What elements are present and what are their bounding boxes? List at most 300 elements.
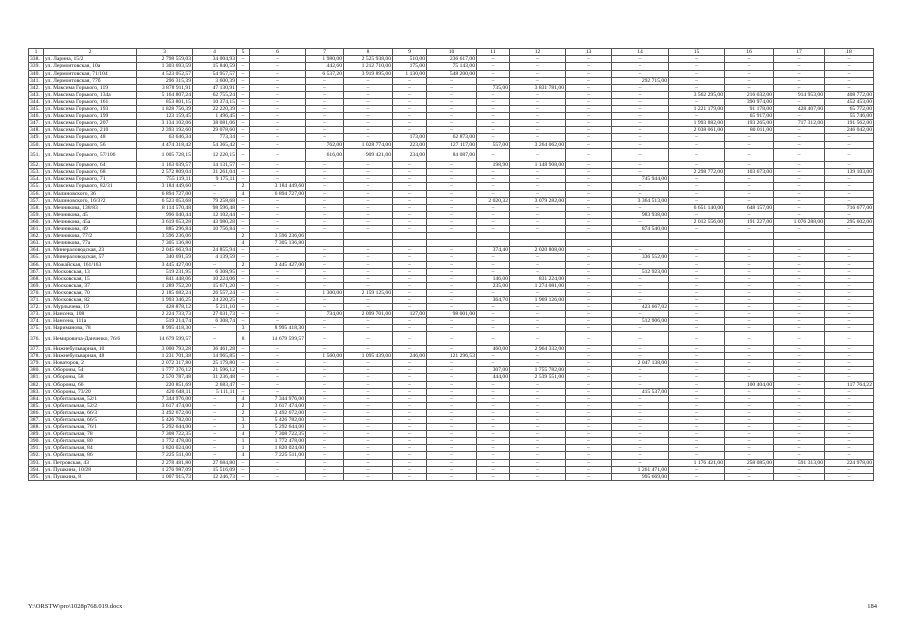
- value-cell: –: [193, 190, 237, 197]
- value-cell: 1 303 693,59: [137, 63, 193, 70]
- value-cell: –: [825, 332, 874, 346]
- value-cell: 885 296,84: [137, 226, 193, 233]
- value-cell: –: [774, 416, 825, 423]
- value-cell: 3 617 474,00: [250, 402, 306, 409]
- table-row: [29, 148, 874, 162]
- value-cell: –: [669, 134, 725, 141]
- value-cell: [612, 240, 669, 247]
- value-cell: –: [393, 77, 427, 84]
- row-number-cell: 392.: [29, 452, 44, 459]
- value-cell: 2 159 125,00: [344, 289, 393, 296]
- row-number-cell: 353.: [29, 169, 44, 176]
- row-number-cell: 344.: [29, 98, 44, 105]
- value-cell: –: [612, 63, 669, 70]
- value-cell: –: [510, 431, 566, 438]
- value-cell: –: [669, 211, 725, 218]
- value-cell: –: [725, 424, 774, 431]
- value-cell: –: [566, 211, 612, 218]
- value-cell: 3 134 102,06: [137, 120, 193, 127]
- value-cell: –: [510, 204, 566, 211]
- column-header-12: 12: [510, 49, 566, 56]
- value-cell: 428 407,00: [774, 106, 825, 113]
- value-cell: –: [477, 91, 510, 98]
- value-cell: –: [669, 197, 725, 204]
- value-cell: –: [427, 452, 477, 459]
- value-cell: –: [427, 106, 477, 113]
- column-header-14: 14: [612, 49, 669, 56]
- value-cell: –: [237, 318, 250, 325]
- value-cell: 7 225 511,00: [250, 452, 306, 459]
- value-cell: –: [825, 409, 874, 416]
- value-cell: –: [250, 353, 306, 360]
- value-cell: –: [427, 445, 477, 452]
- value-cell: –: [612, 374, 669, 381]
- value-cell: –: [427, 162, 477, 169]
- value-cell: –: [427, 190, 477, 197]
- value-cell: –: [344, 197, 393, 204]
- value-cell: –: [774, 63, 825, 70]
- value-cell: 2 020,32: [477, 197, 510, 204]
- value-cell: 9 175,11: [193, 176, 237, 183]
- value-cell: –: [344, 98, 393, 105]
- value-cell: –: [725, 56, 774, 63]
- value-cell: 43 980,28: [193, 218, 237, 225]
- address-cell: ул. Орбитальная, 86: [44, 452, 137, 459]
- value-cell: –: [825, 374, 874, 381]
- value-cell: –: [566, 98, 612, 105]
- value-cell: –: [510, 416, 566, 423]
- value-cell: 3 596 236,06: [137, 233, 193, 240]
- row-number-cell: 369.: [29, 282, 44, 289]
- value-cell: –: [344, 134, 393, 141]
- value-cell: –: [306, 120, 344, 127]
- value-cell: –: [669, 254, 725, 261]
- value-cell: –: [477, 56, 510, 63]
- value-cell: –: [393, 190, 427, 197]
- value-cell: –: [510, 148, 566, 162]
- table-row: [29, 275, 874, 282]
- value-cell: –: [306, 346, 344, 353]
- value-cell: –: [825, 211, 874, 218]
- value-cell: –: [825, 183, 874, 190]
- value-cell: –: [566, 466, 612, 473]
- value-cell: 717 312,00: [774, 120, 825, 127]
- value-cell: –: [510, 226, 566, 233]
- value-cell: –: [725, 346, 774, 353]
- value-cell: 295 602,00: [825, 218, 874, 225]
- value-cell: –: [566, 247, 612, 254]
- value-cell: –: [725, 254, 774, 261]
- address-cell: ул. Московская, 82: [44, 296, 137, 303]
- value-cell: 38 081,06: [193, 120, 237, 127]
- address-cell: ул. Максима Горького, 193: [44, 106, 137, 113]
- value-cell: 55 746,00: [825, 113, 874, 120]
- value-cell: –: [344, 226, 393, 233]
- value-cell: –: [427, 120, 477, 127]
- value-cell: 47 130,91: [193, 84, 237, 91]
- address-cell: ул. Нансена, 108: [44, 311, 137, 318]
- value-cell: –: [237, 311, 250, 318]
- value-cell: –: [393, 268, 427, 275]
- value-cell: –: [306, 190, 344, 197]
- value-cell: –: [250, 296, 306, 303]
- value-cell: 234,00: [393, 148, 427, 162]
- value-cell: 7 308 722,35: [137, 431, 193, 438]
- value-cell: –: [193, 438, 237, 445]
- row-number-cell: 375.: [29, 325, 44, 332]
- value-cell: –: [237, 127, 250, 134]
- value-cell: 24 220,25: [193, 296, 237, 303]
- value-cell: –: [669, 304, 725, 311]
- value-cell: –: [306, 204, 344, 211]
- table-row: [29, 56, 874, 63]
- value-cell: 15 671,20: [193, 282, 237, 289]
- value-cell: –: [427, 473, 477, 480]
- value-cell: 340 691,59: [137, 254, 193, 261]
- value-cell: [669, 240, 725, 247]
- value-cell: –: [774, 332, 825, 346]
- value-cell: –: [250, 127, 306, 134]
- value-cell: –: [344, 367, 393, 374]
- value-cell: 29 078,60: [193, 127, 237, 134]
- value-cell: 117 764,22: [825, 381, 874, 388]
- column-header-6: 6: [250, 49, 306, 56]
- value-cell: –: [566, 183, 612, 190]
- row-number-cell: 355.: [29, 183, 44, 190]
- value-cell: 3 619 653,28: [137, 218, 193, 225]
- value-cell: –: [393, 211, 427, 218]
- value-cell: –: [725, 332, 774, 346]
- value-cell: 223,00: [393, 141, 427, 148]
- page-number: 184: [867, 603, 877, 610]
- row-number-cell: 374.: [29, 318, 44, 325]
- value-cell: –: [393, 445, 427, 452]
- value-cell: –: [825, 148, 874, 162]
- value-cell: –: [825, 431, 874, 438]
- value-cell: –: [306, 91, 344, 98]
- value-cell: –: [669, 381, 725, 388]
- address-cell: ул. Минераловодская, 23: [44, 247, 137, 254]
- value-cell: –: [237, 353, 250, 360]
- table-row: [29, 289, 874, 296]
- value-cell: –: [344, 261, 393, 268]
- value-cell: –: [477, 176, 510, 183]
- value-cell: –: [612, 275, 669, 282]
- value-cell: 2 278 481,80: [137, 459, 193, 466]
- value-cell: –: [774, 346, 825, 353]
- table-row: [29, 197, 874, 204]
- column-header-4: 4: [193, 49, 237, 56]
- value-cell: –: [825, 275, 874, 282]
- value-cell: –: [427, 127, 477, 134]
- value-cell: 198,90: [477, 162, 510, 169]
- value-cell: –: [393, 226, 427, 233]
- address-cell: ул. Московская, 37: [44, 282, 137, 289]
- address-cell: ул. Лермонтовская, 10a: [44, 63, 137, 70]
- value-cell: –: [612, 431, 669, 438]
- value-cell: –: [237, 204, 250, 211]
- value-cell: –: [477, 190, 510, 197]
- table-row: [29, 409, 874, 416]
- value-cell: 336 552,00: [612, 254, 669, 261]
- value-cell: –: [825, 254, 874, 261]
- value-cell: –: [612, 438, 669, 445]
- value-cell: –: [510, 106, 566, 113]
- value-cell: –: [774, 325, 825, 332]
- value-cell: 3 184 449,60: [250, 183, 306, 190]
- value-cell: –: [250, 162, 306, 169]
- table-row: [29, 424, 874, 431]
- value-cell: –: [566, 438, 612, 445]
- value-cell: –: [393, 381, 427, 388]
- value-cell: 10 224,06: [193, 275, 237, 282]
- value-cell: –: [825, 84, 874, 91]
- value-cell: –: [825, 367, 874, 374]
- value-cell: –: [669, 353, 725, 360]
- value-cell: 745 944,00: [612, 176, 669, 183]
- row-number-cell: 385.: [29, 402, 44, 409]
- value-cell: 235,00: [477, 282, 510, 289]
- value-cell: –: [344, 127, 393, 134]
- value-cell: 3 445 427,00: [137, 261, 193, 268]
- value-cell: –: [825, 466, 874, 473]
- value-cell: 62 755,24: [193, 91, 237, 98]
- value-cell: –: [237, 176, 250, 183]
- row-number-cell: 379.: [29, 360, 44, 367]
- value-cell: –: [566, 127, 612, 134]
- value-cell: –: [250, 120, 306, 127]
- value-cell: –: [477, 134, 510, 141]
- value-cell: –: [393, 424, 427, 431]
- value-cell: –: [306, 459, 344, 466]
- value-cell: –: [250, 63, 306, 70]
- value-cell: 408 772,00: [825, 91, 874, 98]
- row-number-cell: 363.: [29, 240, 44, 247]
- row-number-cell: 380.: [29, 367, 44, 374]
- value-cell: [566, 233, 612, 240]
- value-cell: –: [193, 452, 237, 459]
- address-cell: ул. Максима Горького, 71: [44, 176, 137, 183]
- address-cell: ул. Орбитальная, 80: [44, 438, 137, 445]
- value-cell: 84 087,00: [427, 148, 477, 162]
- address-cell: ул. Пушкина, 10/28: [44, 466, 137, 473]
- value-cell: –: [250, 218, 306, 225]
- address-cell: ул. Максима Горького, 207: [44, 120, 137, 127]
- value-cell: –: [566, 416, 612, 423]
- value-cell: –: [344, 424, 393, 431]
- value-cell: –: [250, 388, 306, 395]
- value-cell: 15 840,59: [193, 63, 237, 70]
- value-cell: –: [427, 84, 477, 91]
- value-cell: 2: [237, 402, 250, 409]
- value-cell: –: [477, 218, 510, 225]
- value-cell: –: [774, 275, 825, 282]
- value-cell: –: [725, 190, 774, 197]
- value-cell: 2 185 682,24: [137, 289, 193, 296]
- value-cell: –: [825, 282, 874, 289]
- value-cell: –: [344, 106, 393, 113]
- value-cell: –: [725, 70, 774, 77]
- value-cell: –: [306, 431, 344, 438]
- address-cell: ул. Малиновского, 36: [44, 190, 137, 197]
- value-cell: –: [725, 395, 774, 402]
- value-cell: 1: [237, 445, 250, 452]
- value-cell: –: [669, 374, 725, 381]
- value-cell: –: [725, 374, 774, 381]
- value-cell: 3: [237, 424, 250, 431]
- value-cell: –: [774, 268, 825, 275]
- value-cell: –: [344, 332, 393, 346]
- value-cell: 735,00: [477, 84, 510, 91]
- value-cell: –: [344, 268, 393, 275]
- value-cell: –: [725, 268, 774, 275]
- value-cell: [825, 240, 874, 247]
- value-cell: –: [510, 424, 566, 431]
- value-cell: –: [477, 98, 510, 105]
- value-cell: 716 677,00: [825, 204, 874, 211]
- value-cell: –: [725, 247, 774, 254]
- value-cell: –: [825, 402, 874, 409]
- value-cell: –: [393, 84, 427, 91]
- value-cell: –: [566, 318, 612, 325]
- value-cell: –: [393, 473, 427, 480]
- value-cell: –: [510, 254, 566, 261]
- table-row: [29, 176, 874, 183]
- value-cell: –: [393, 304, 427, 311]
- value-cell: 452 453,00: [825, 98, 874, 105]
- value-cell: 996 040,44: [137, 211, 193, 218]
- value-cell: 914 953,00: [774, 91, 825, 98]
- value-cell: –: [566, 374, 612, 381]
- value-cell: –: [612, 183, 669, 190]
- row-number-cell: 341.: [29, 77, 44, 84]
- value-cell: –: [669, 402, 725, 409]
- value-cell: –: [250, 346, 306, 353]
- row-number-cell: 391.: [29, 445, 44, 452]
- value-cell: –: [774, 183, 825, 190]
- value-cell: –: [237, 134, 250, 141]
- value-cell: 3: [237, 416, 250, 423]
- table-row: [29, 141, 874, 148]
- value-cell: –: [477, 211, 510, 218]
- value-cell: 3 562 295,00: [669, 91, 725, 98]
- table-row: [29, 353, 874, 360]
- value-cell: –: [477, 204, 510, 211]
- value-cell: –: [725, 445, 774, 452]
- table-row: [29, 226, 874, 233]
- value-cell: 191 562,00: [825, 120, 874, 127]
- value-cell: –: [393, 332, 427, 346]
- value-cell: 15 516,09: [193, 466, 237, 473]
- value-cell: –: [250, 98, 306, 105]
- value-cell: –: [669, 445, 725, 452]
- value-cell: 292 715,00: [612, 77, 669, 84]
- table-row: [29, 459, 874, 466]
- value-cell: 1 005 728,15: [137, 148, 193, 162]
- value-cell: –: [427, 374, 477, 381]
- value-cell: –: [825, 360, 874, 367]
- value-cell: –: [193, 183, 237, 190]
- value-cell: –: [237, 113, 250, 120]
- value-cell: –: [566, 226, 612, 233]
- value-cell: –: [193, 445, 237, 452]
- value-cell: –: [237, 91, 250, 98]
- value-cell: 2: [237, 261, 250, 268]
- address-cell: ул. Обороны, 66: [44, 381, 137, 388]
- value-cell: –: [774, 197, 825, 204]
- value-cell: 7 344 976,00: [137, 395, 193, 402]
- value-cell: –: [669, 346, 725, 353]
- value-cell: –: [427, 197, 477, 204]
- value-cell: –: [237, 141, 250, 148]
- value-cell: [477, 240, 510, 247]
- value-cell: –: [427, 296, 477, 303]
- value-cell: 1 496,45: [193, 113, 237, 120]
- value-cell: 31 261,04: [193, 169, 237, 176]
- value-cell: 6 651 140,00: [669, 204, 725, 211]
- value-cell: –: [510, 452, 566, 459]
- value-cell: –: [725, 311, 774, 318]
- value-cell: 1: [237, 438, 250, 445]
- value-cell: –: [306, 282, 344, 289]
- value-cell: 995 669,00: [612, 473, 669, 480]
- value-cell: –: [427, 204, 477, 211]
- value-cell: –: [510, 134, 566, 141]
- row-number-cell: 365.: [29, 254, 44, 261]
- value-cell: –: [250, 466, 306, 473]
- value-cell: –: [612, 148, 669, 162]
- value-cell: 2 525 938,00: [344, 56, 393, 63]
- value-cell: –: [510, 318, 566, 325]
- value-cell: –: [669, 289, 725, 296]
- value-cell: –: [825, 416, 874, 423]
- value-cell: –: [774, 141, 825, 148]
- value-cell: 1 993 882,00: [669, 120, 725, 127]
- value-cell: [193, 240, 237, 247]
- table-row: [29, 106, 874, 113]
- value-cell: –: [477, 388, 510, 395]
- value-cell: –: [477, 431, 510, 438]
- value-cell: 6 537,20: [306, 70, 344, 77]
- value-cell: [669, 233, 725, 240]
- value-cell: –: [725, 304, 774, 311]
- value-cell: –: [566, 70, 612, 77]
- value-cell: –: [669, 409, 725, 416]
- value-cell: –: [393, 162, 427, 169]
- table-row: [29, 402, 874, 409]
- value-cell: –: [825, 162, 874, 169]
- value-cell: 103 673,00: [725, 169, 774, 176]
- value-cell: 12 102,44: [193, 211, 237, 218]
- value-cell: 3 919 895,00: [344, 70, 393, 77]
- value-cell: –: [237, 289, 250, 296]
- value-cell: –: [306, 395, 344, 402]
- value-cell: –: [825, 77, 874, 84]
- table-row: [29, 318, 874, 325]
- row-number-cell: 351.: [29, 148, 44, 162]
- value-cell: [393, 240, 427, 247]
- value-cell: –: [566, 134, 612, 141]
- value-cell: –: [612, 91, 669, 98]
- value-cell: 3 184 449,60: [137, 183, 193, 190]
- value-cell: –: [306, 162, 344, 169]
- row-number-cell: 359.: [29, 211, 44, 218]
- value-cell: 1 289 752,20: [137, 282, 193, 289]
- value-cell: –: [250, 176, 306, 183]
- value-cell: –: [774, 473, 825, 480]
- row-number-cell: 356.: [29, 190, 44, 197]
- value-cell: –: [612, 204, 669, 211]
